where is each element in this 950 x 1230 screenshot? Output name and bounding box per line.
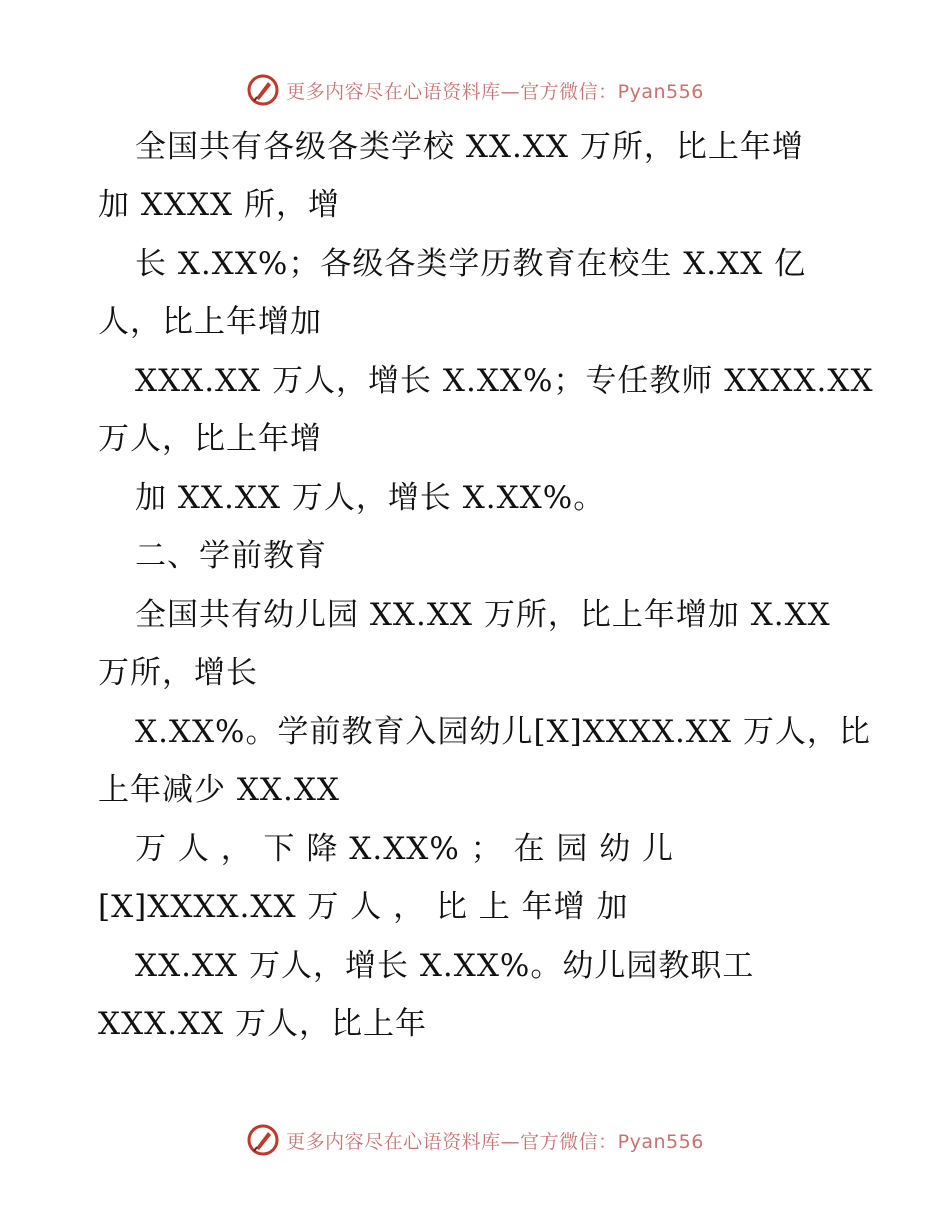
quill-pen-circle-logo-icon [246,73,280,107]
body-line: XX.XX 万人，增长 X.XX%。幼儿园教职工 [135,948,755,984]
body-line: 全国共有幼儿园 XX.XX 万所，比上年增加 X.XX [135,597,831,633]
body-line: 万 人 ， 下 降 X.XX% ； 在 园 幼 儿 [135,831,675,867]
body-line: 上年减少 XX.XX [98,772,340,808]
body-line: XXX.XX 万人，增长 X.XX%；专任教师 XXXX.XX [135,363,874,399]
body-line: 人，比上年增加 [98,304,322,340]
body-line: 加 XXXX 所，增 [98,187,340,223]
body-line: XXX.XX 万人，比上年 [98,1006,428,1042]
body-line: X.XX%。学前教育入园幼儿[X]XXXX.XX 万人，比 [135,714,871,750]
quill-pen-circle-logo-icon [246,1123,280,1157]
footer-banner [0,1120,950,1160]
body-line: 长 X.XX%；各级各类学历教育在校生 X.XX 亿 [135,246,807,282]
body-line: [X]XXXX.XX 万 人 ， 比 上 年增 加 [98,889,629,925]
body-line: 万所，增长 [98,655,258,691]
header-banner-text: 更多内容尽在心语资料库—官方微信：Pyan556 [286,80,704,103]
section-heading: 二、学前教育 [135,538,327,574]
body-line: 加 XX.XX 万人，增长 X.XX%。 [135,480,606,516]
header-banner [0,70,950,110]
body-line: 万人，比上年增 [98,421,322,457]
footer-banner-text: 更多内容尽在心语资料库—官方微信：Pyan556 [286,1130,704,1153]
body-line: 全国共有各级各类学校 XX.XX 万所，比上年增 [135,129,804,165]
